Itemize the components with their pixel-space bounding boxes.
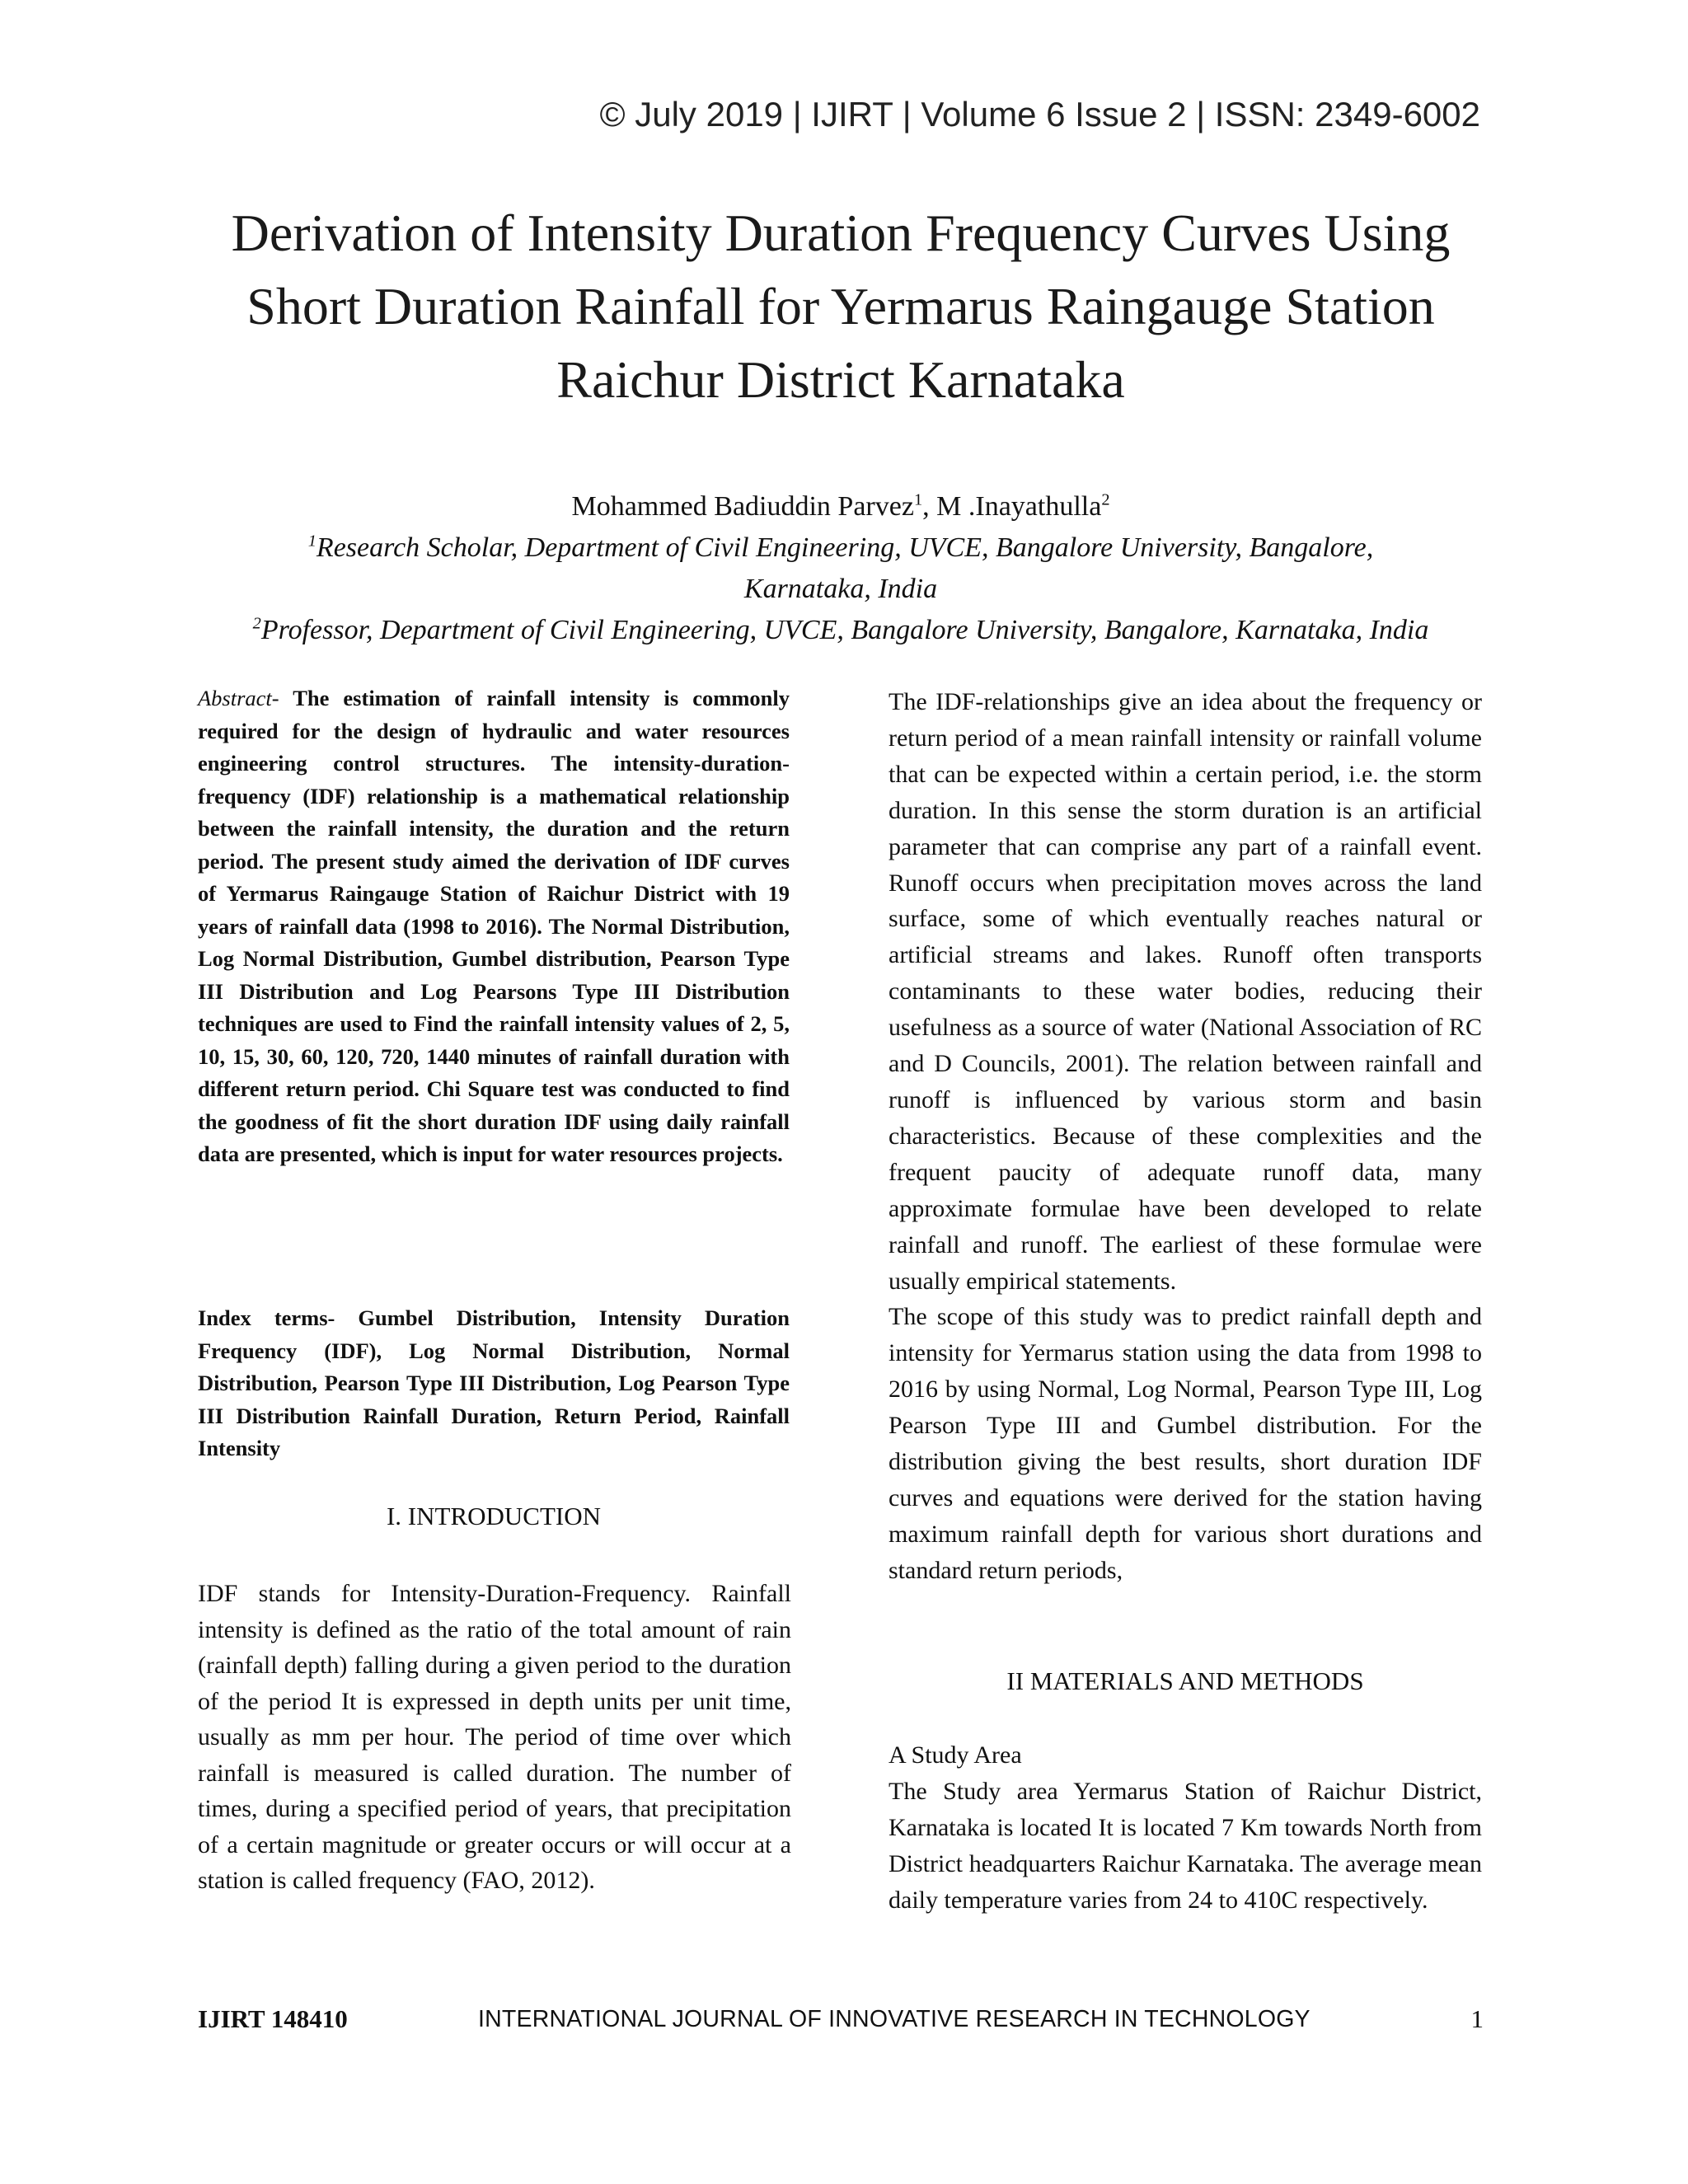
title-line-2: Short Duration Rainfall for Yermarus Raingauge Station (246, 277, 1435, 335)
paper-title (181, 196, 1500, 416)
affiliation-2 (165, 610, 1517, 651)
title-line-3: Raichur District Karnataka (556, 350, 1125, 409)
abstract (198, 682, 790, 1171)
right-paragraph-2: The scope of this study was to predict rainfall depth and intensity for Yermarus station using the data from 1998 to 2016 by using Normal, Log Normal, Pearson Type III, Log Pearson Type III and Gumbel distribution. For the distribution giving the best results, short duration IDF curves and equations were derived for the station having maximum rainfall depth for various short durations and standard return periods, (889, 1303, 1482, 1584)
author-1-sup: 1 (913, 490, 923, 509)
page-number: 1 (1470, 2004, 1484, 2033)
title-line-1: Derivation of Intensity Duration Frequency Curves Using (231, 204, 1451, 262)
study-area-section (889, 1737, 1482, 1919)
author-2: , M .Inayathulla (922, 491, 1102, 522)
section-heading-introduction: I. INTRODUCTION (386, 1502, 602, 1530)
right-paragraph-1: The IDF-relationships give an idea about the frequency or return period of a mean rainfall intensity or rainfall volume that can be expected within a certain period, i.e. the storm duration. In this sense the storm duration is an artificial parameter that can comprise any part of a rainfall event. Runoff occurs when precipitation moves across the land surface, some of which eventually reaches natural or artificial streams and lakes. Runoff often transports contaminants to these water bodies, reducing their usefulness as a source of water (National Association of RC and D Councils, 2001). The relation between rainfall and runoff is influenced by various storm and basin characteristics. Because of these complexities and the frequent paucity of adequate runoff data, many approximate formulae have been developed to relate rainfall and runoff. The earliest of these formulae were usually empirical statements. (889, 688, 1482, 1295)
footer-paper-id: IJIRT 148410 (198, 2004, 348, 2033)
affiliation-1-line-2: Karnataka, India (743, 574, 938, 604)
section-heading-materials: II MATERIALS AND METHODS (1006, 1666, 1364, 1695)
author-line (165, 486, 1517, 527)
index-terms: Index terms- Gumbel Distribution, Intensity Duration Frequency (IDF), Log Normal Distribution, Normal Distribution, Pearson Type III Distribution, Log Pearson Type III Distribution Rainfall Duration, Return Period, Rainfall Intensity (198, 1305, 790, 1460)
right-column-text (889, 684, 1482, 1589)
abstract-label: Abstract- (198, 686, 279, 710)
affiliation-1 (165, 527, 1517, 610)
subheading-study-area: A Study Area (889, 1741, 1022, 1769)
author-1: Mohammed Badiuddin Parvez (571, 491, 914, 522)
affiliation-2-sup: 2 (252, 614, 261, 633)
intro-paragraph: IDF stands for Intensity-Duration-Frequency. Rainfall intensity is defined as the ratio of the total amount of rain (rainfall depth) falling during a given period to the duration of the period It is expressed in depth units per unit time, usually as mm per hour. The period of time over which rainfall is measured is called duration. The number of times, during a specified period of years, that precipitation of a certain magnitude or greater occurs or will occur at a station is called frequency (FAO, 2012). (198, 1580, 791, 1894)
footer-journal-name: INTERNATIONAL JOURNAL OF INNOVATIVE RESEARCH IN TECHNOLOGY (478, 2006, 1311, 2032)
author-2-sup: 2 (1101, 490, 1110, 509)
page-footer (198, 2004, 1484, 2037)
study-area-paragraph: The Study area Yermarus Station of Raichur District, Karnataka is located It is located 7 Km towards North from District headquarters Raichur Karnataka. The average mean daily temperature varies from 24 to 410C respectively. (889, 1777, 1482, 1914)
abstract-text: The estimation of rainfall intensity is commonly required for the design of hydraulic and water resources engineering control structures. The intensity-duration-frequency (IDF) relationship is a mathematical relationship between the rainfall intensity, the duration and the return period. The present study aimed the derivation of IDF curves of Yermarus Raingauge Station of Raichur District with 19 years of rainfall data (1998 to 2016). The Normal Distribution, Log Normal Distribution, Gumbel distribution, Pearson Type III Distribution and Log Pearsons Type III Distribution techniques are used to Find the rainfall intensity values of 2, 5, 10, 15, 30, 60, 120, 720, 1440 minutes of rainfall duration with different return period. Chi Square test was conducted to find the goodness of fit the short duration IDF using daily rainfall data are presented, which is input for water resources projects. (198, 686, 790, 1166)
affiliation-1-sup: 1 (307, 532, 316, 551)
affiliation-1-line-1: Research Scholar, Department of Civil Engineering, UVCE, Bangalore University, Bangalore, (316, 532, 1374, 563)
affiliation-2-line: Professor, Department of Civil Engineering, UVCE, Bangalore University, Bangalore, Karnataka, India (260, 615, 1429, 645)
journal-header: © July 2019 | IJIRT | Volume 6 Issue 2 | ISSN: 2349-6002 (599, 95, 1480, 134)
